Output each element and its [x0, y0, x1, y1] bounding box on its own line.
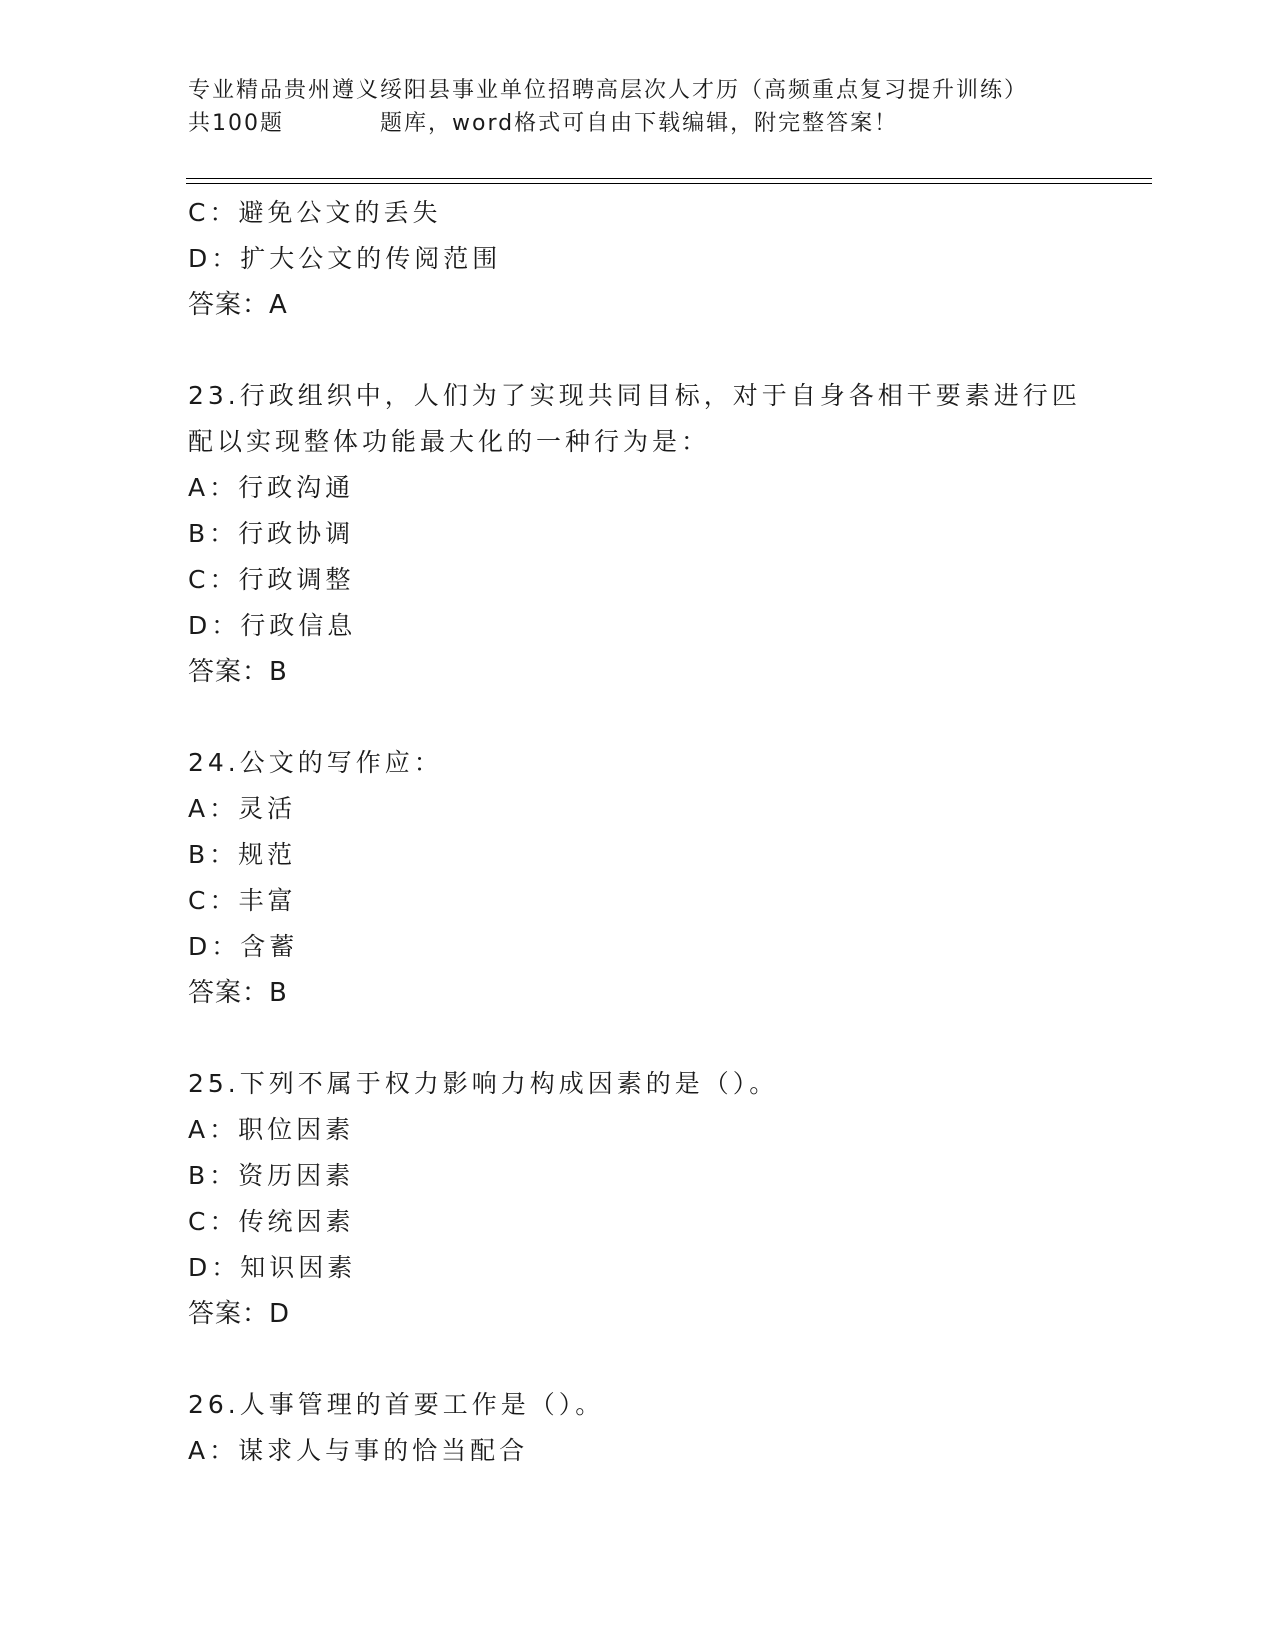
option-c: C：行政调整 — [188, 565, 355, 594]
option-a: A：灵活 — [188, 794, 297, 823]
answer-line: 答案：B — [188, 978, 288, 1008]
header-subtitle-line — [188, 107, 1088, 140]
header-divider-bottom — [186, 183, 1152, 184]
question-block-25 — [188, 1061, 1088, 1337]
question-block-22 — [188, 190, 1088, 328]
option-a: A：职位因素 — [188, 1115, 355, 1144]
option-c: C：避免公文的丢失 — [188, 198, 442, 227]
option-d: D：行政信息 — [188, 611, 357, 640]
question-stem: 24.公文的写作应： — [188, 748, 443, 777]
question-stem: 23.行政组织中，人们为了实现共同目标，对于自身各相干要素进行匹 — [188, 381, 1081, 410]
header-divider-top — [186, 178, 1152, 179]
option-d: D：扩大公文的传阅范围 — [188, 244, 502, 273]
header-description: 题库，word格式可自由下载编辑，附完整答案！ — [380, 111, 899, 136]
header-title-line: 专业精品贵州遵义绥阳县事业单位招聘高层次人才历（高频重点复习提升训练） — [188, 78, 1029, 103]
question-block-26 — [188, 1382, 1088, 1474]
question-block-23 — [188, 373, 1088, 695]
question-stem-continued: 配以实现整体功能最大化的一种行为是： — [188, 427, 711, 456]
question-stem: 26.人事管理的首要工作是（）。 — [188, 1390, 605, 1419]
option-a: A：谋求人与事的恰当配合 — [188, 1436, 529, 1465]
option-a: A：行政沟通 — [188, 473, 355, 502]
question-stem: 25.下列不属于权力影响力构成因素的是（）。 — [188, 1069, 779, 1098]
document-header — [188, 74, 1088, 140]
question-block-24 — [188, 740, 1088, 1016]
option-d: D：知识因素 — [188, 1253, 357, 1282]
option-c: C：传统因素 — [188, 1207, 355, 1236]
option-c: C：丰富 — [188, 886, 297, 915]
header-question-count: 共100题 — [188, 111, 284, 136]
option-b: B：规范 — [188, 840, 297, 869]
answer-line: 答案：D — [188, 1299, 291, 1329]
answer-line: 答案：A — [188, 290, 288, 320]
option-d: D：含蓄 — [188, 932, 299, 961]
option-b: B：资历因素 — [188, 1161, 355, 1190]
answer-line: 答案：B — [188, 657, 288, 687]
question-list — [188, 190, 1088, 1474]
option-b: B：行政协调 — [188, 519, 355, 548]
